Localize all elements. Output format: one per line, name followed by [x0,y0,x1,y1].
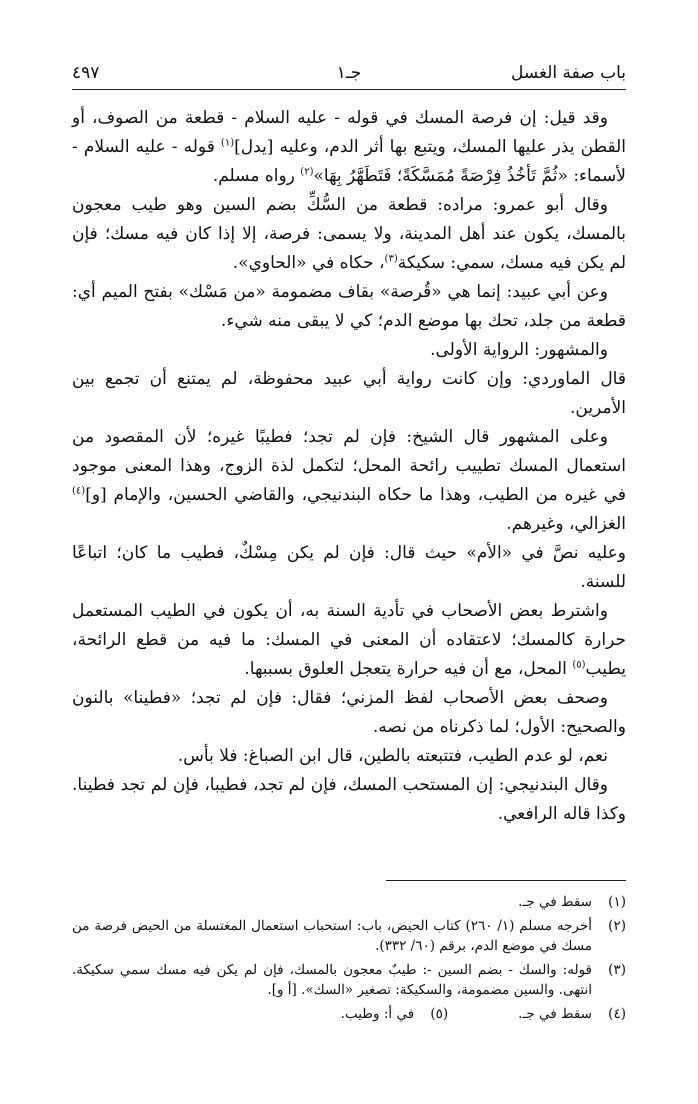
footnotes [72,892,626,1028]
footnote-number: (٣) [608,962,626,978]
footnote-text: في أ: وطيب. [340,1006,415,1022]
paragraph: واشترط بعض الأصحاب في تأدية السنة به، أن يكون في الطيب المستعمل حرارة كالمسك؛ لاعتقاده أن المعنى في المسك: ما فيه من قطع الرائحة، يطيب$^{(٥)}$ المحل، مع أن فيه حرارة يتعجل العلوق بسببها. [72,601,626,679]
page-header [72,62,626,84]
chapter-title: باب صفة الغسل [510,63,626,83]
paragraph: وصحف بعض الأصحاب لفظ المزني؛ فقال: فإن لم تجد؛ «فطينا» بالنون والصحيح: الأول؛ لما ذكرناه من نصه. [72,688,626,737]
footnote-ref: (٣) [384,253,398,265]
paragraph: وقد قيل: إن فرصة المسك في قوله - عليه السلام - قطعة من الصوف، أو القطن يذر عليها المسك، ويتبع بها أثر الدم، وعليه [يدل]$^{(١)}$ قوله - عليه السلام - لأسماء: «ثُمَّ تَأخُذُ فِرْصَةً مُمَسَّكَةً؛ فَتَطَهَّرُ بِهَا»$^{(٢)}$ رواه مسلم. [72,108,626,186]
paragraph: والمشهور: الرواية الأولى. [430,340,608,360]
volume-label: جـ١ [336,63,362,83]
header-divider [72,89,626,90]
footnote [72,960,626,1000]
footnote-number: (١) [608,894,626,910]
page-number: ٤٩٧ [72,63,100,83]
footnote-divider [386,880,626,881]
paragraph: وقال البندنيجي: إن المستحب المسك، فإن لم تجد، فطيبا، فإن لم تجد فطينا. وكذا قاله الرافعي. [72,775,626,824]
paragraph: وعليه نصَّ في «الأم» حيث قال: فإن لم يكن مِسْكٌ، فطيب ما كان؛ اتباعًا للسنة. [72,543,626,592]
footnote-text: أخرجه مسلم (١/ ٢٦٠) كتاب الحيض، باب: استحباب استعمال المغتسلة من الحيض فرصة من مسك في موضع الدم، برقم (٦٠/ ٣٣٢). [72,918,592,954]
paragraph: وقال أبو عمرو: مراده: قطعة من السُّكِّ بضم السين وهو طيب معجون بالمسك، يكون عند أهل المدينة، ولا يسمى: فرصة، إلا إذا كان فيه مسك؛ فإن لم يكن فيه مسك، سمي: سكيكة$^{(٣)}$، حكاه في «الحاوي». [72,195,626,273]
footnote-number: (٥) [430,1006,449,1022]
paragraph: قال الماوردي: وإن كانت رواية أبي عبيد محفوظة، لم يمتنع أن تجمع بين الأمرين. [72,369,626,418]
footnote-number: (٤) [608,1006,626,1022]
footnote-ref: (٥) [572,659,586,671]
footnote-row [72,1004,626,1028]
footnote [72,892,626,912]
footnote-text: سقط في جـ. [518,1006,592,1022]
footnote-number: (٢) [608,918,626,934]
paragraph: وعن أبي عبيد: إنما هي «قُرصة» بقاف مضمومة «من مَسْك» بفتح الميم أي: قطعة من جلد، تحك بها موضع الدم؛ كي لا يبقى منه شيء. [72,282,626,331]
footnote-text: قوله: والسك - بضم السين -: طيبٌ معجون بالمسك، فإن لم يكن فيه مسك سمي سكيكة. انتهى. والسين مضمومة، والسكيكة: تصغير «السك». [أ و]. [72,962,592,998]
footnote [341,1004,448,1024]
footnote-ref: (١) [220,137,235,149]
hadith-quote: «ثُمَّ تَأخُذُ فِرْصَةً مُمَسَّكَةً؛ فَتَطَهَّرُ بِهَا» [313,166,568,186]
footnote-ref: (٤) [72,485,86,497]
paragraph: وعلى المشهور قال الشيخ: فإن لم تجد؛ فطيبًا غيره؛ لأن المقصود من استعمال المسك تطييب رائحة المحل؛ لتكمل لذة الزوج، وهذا المعنى موجود في غيره من الطيب، وهذا ما حكاه البندنيجي، والقاضي الحسين، والإمام [و]$^{(٤)}$ الغزالي، وغيرهم. [72,427,626,534]
main-text [72,104,626,829]
paragraph: نعم، لو عدم الطيب، فتتبعته بالطين، قال ابن الصباغ: فلا بأس. [177,746,608,766]
footnote [518,1004,626,1024]
footnote-ref: (٢) [300,166,314,178]
footnote-text: سقط في جـ. [518,894,592,910]
footnote [72,916,626,956]
